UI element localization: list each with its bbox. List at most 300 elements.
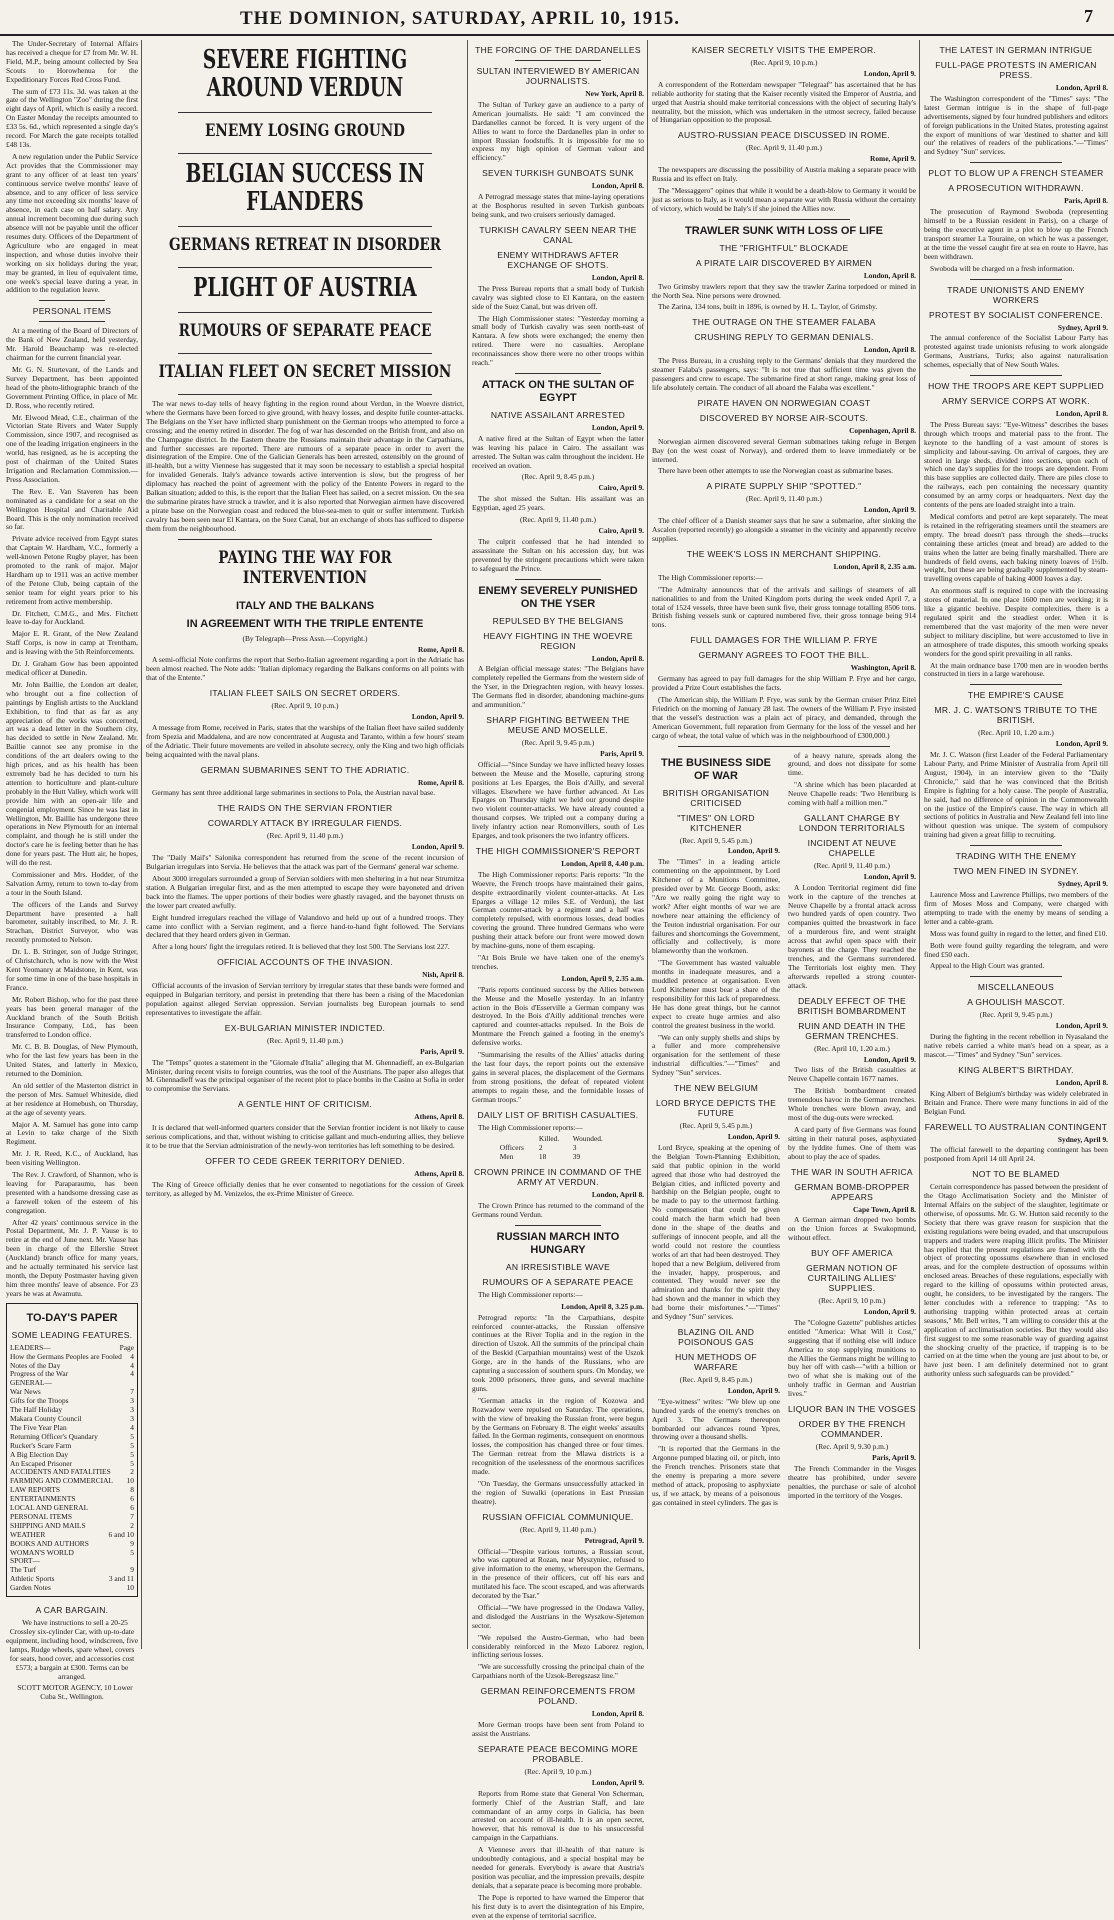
subheading: SULTAN INTERVIEWED BY AMERICAN JOURNALISTS. — [476, 66, 640, 86]
list-item: An Escaped Prisoner 5 — [10, 1458, 134, 1468]
list-item: Gifts for the Troops 3 — [10, 1396, 134, 1406]
subheading: THE NEW BELGIUM — [673, 1083, 759, 1094]
paragraph: Germany has sent three additional large submarines in sections to Pola, the Austrian naval base. — [152, 788, 436, 798]
received-time: (Rec. April 9, 8.45 p.m.) — [521, 472, 595, 482]
column-rule — [141, 40, 142, 1649]
received-time: (Rec. April 9, 5.45 p.m.) — [679, 835, 753, 845]
paragraph: Mr. C. B. B. Douglas, of New Plymouth, who for the last few years has been in the United States, and latterly in Mexico, returned to the Dominion. — [6, 1042, 138, 1078]
subheading: REPULSED BY THE BELGIANS — [492, 615, 624, 626]
paragraph: The Sultan of Turkey gave an audience to a party of American journalists. He said: "I am convinced the Dardanelles cannot be forced. It is very urgent of the Allies to want to force the Dardanelles plan in order to import Russian foodstuffs. It is impossible for me to express my high opinion of German valour and efficiency." — [472, 99, 644, 163]
subheadline: ITALY AND THE BALKANS — [235, 599, 375, 612]
paragraph: The High Commissioner reports:— — [478, 1122, 583, 1132]
paragraph: Mr. John Baillie, the London art dealer, who brought out a fine collection of paintings by English artists to the Auckland Exhibition, to find that as far as any appreciation of the works was concerned, art was a dead letter in the Southern city, has decided to settle in New Zealand. Mr. Baillie cannot see any promise in the conditions of the art dealers owing to the high prices, and as his health has been extremely bad he has decided to turn his attention to horticulture and plant-culture probably in the Hutt Valley, which work will provide him with an open-air life and congenial employment. Since he was last in Wellington, Mr. Baillie has undergone three operations in New Plymouth for an internal complaint, and though he is still under the doctor's care he is feeling better than he has done for years past. The Hutt air, he hopes, will do the rest. — [6, 679, 138, 868]
paragraph: "Eye-witness" writes: "We blew up one hundred yards of the enemy's trenches on April 3. The Germans thereupon bombarded our advances round Ypres, throwing over a thousand shells. — [652, 1396, 780, 1442]
paragraph: Both were found guilty regarding the telegram, and were fined £50 each. — [924, 940, 1108, 959]
headline: THE FORCING OF THE DARDANELLES — [475, 45, 641, 55]
paragraph: Commissioner and Mrs. Hodder, of the Salvation Army, return to town to-day from a tour in the South Island. — [6, 869, 138, 897]
divider — [515, 579, 601, 580]
paragraph: "German attacks in the region of Kozowa and Rozwadow were repulsed on Saturday. The operations, with the view of breaking the Russian front, were begun by the Germans on February 8. The eight weeks' assaults failed. In the German regiments, consequent on enormous losses, the composition has changed three or four times. The German retreat from the Mlawa districts is a recognition of the uselessness of the enormous sacrifices made. — [472, 1395, 644, 1477]
headline: PLIGHT OF AUSTRIA — [193, 273, 417, 303]
paragraph: Mr. Elwood Mead, C.E., chairman of the Victorian State Rivers and Water Supply Commission, since 1907, and recognised as one of the leading irrigation engineers in the world, has resigned, as he is accepting the post of chairman of the United States Irrigation and Reclamation Commission.—Press Association. — [6, 412, 138, 484]
dateline: Copenhagen, April 8. — [849, 425, 916, 435]
paragraph: Official—"Despite various tortures, a Russian scout, who was captured at Rozan, near Myszyniec, refused to give information to the enemy, whereupon the Germans, in the presence of their officers, cut off his ears and mutilated his face. The scout escaped, and was afterwards decorated by the Tsar." — [472, 1546, 644, 1601]
dateline: Rome, April 8. — [418, 777, 464, 787]
paragraph: Eight hundred irregulars reached the village of Valandovo and held up out of a hundred troops. They came into conflict with a Servian regiment, and a fierce hand-to-hand fight followed. The Servians declared that they heard orders given in German. — [146, 912, 464, 940]
divider — [39, 300, 105, 301]
subheading: FULL DAMAGES FOR THE WILLIAM P. FRYE — [690, 635, 878, 646]
headline: THE WAR IN SOUTH AFRICA — [791, 1166, 913, 1177]
headline: TRAWLER SUNK WITH LOSS OF LIFE — [685, 224, 883, 237]
subheading: BLAZING OIL AND POISONOUS GAS — [677, 1327, 755, 1347]
subheading: INCIDENT AT NEUVE CHAPELLE — [807, 837, 897, 858]
received-time: (Rec. April 9, 10 p.m.) — [750, 58, 818, 67]
headline: ENEMY LOSING GROUND — [205, 121, 405, 141]
subheading: SHARP FIGHTING BETWEEN THE MEUSE AND MOSELLE. — [486, 714, 630, 735]
divider — [178, 153, 432, 154]
paragraph: A correspondent of the Rotterdam newspaper "Telegraaf" has ascertained that he has reliable authority for stating that the Kaiser recently visited the Emperor of Austria, and urged that Austria should make territorial concessions with the object of securing Italy's neutrality, but the mission, which was undertaken in the utmost secrecy, failed because of Hungarian opposition to the proposal. — [652, 79, 916, 125]
headline: ENEMY SEVERELY PUNISHED ON THE YSER — [478, 584, 638, 610]
paragraph: Official—"Since Sunday we have inflicted heavy losses between the Meuse and the Moselle, capturing strong positions at Les Eparges, the Bois d'Ailly, and several villages. Elsewhere we have further advanced. At Les Eparges on Thursday night we held our ground despite two violent counter-attacks. We have already counted a thousand corpses. We tripled out a company during a lively infantry action near Romonvillers, south of Les Eparges, and took prisoners the two infantry officers. — [472, 759, 644, 841]
dateline: Cairo, April 9. — [598, 526, 644, 535]
paragraph: Petrograd reports: "In the Carpathians, despite reinforced counter-attacks, the Russian offensive continues at the River Toplia and in the region in the direction of Uszok. All the summits of the principal chain of the Beskid (Carpathian mountains) west of the Uszok Gorge, are in the hands of the Russians, who are capturing a succession of southern spurs. On Monday, we took 2000 prisoners, three guns, and several machine guns. — [472, 1312, 644, 1393]
dateline: London, April 9. — [863, 1054, 916, 1064]
dateline: London, April 8, 3.25 p.m. — [561, 1301, 644, 1311]
paragraph: Major E. R. Grant, of the New Zealand Staff Corps, is now in camp at Trentham, and is leaving with the 5th Reinforcements. — [6, 629, 138, 657]
dateline: London, April 9. — [863, 871, 916, 881]
received-time: (Rec. April 9, 10 p.m.) — [818, 1296, 886, 1306]
todays-paper-box — [6, 1303, 138, 1597]
column-naval-and-business — [652, 40, 916, 1649]
dateline: London, April 9. — [863, 505, 916, 515]
headline: THE EMPIRE'S CAUSE — [967, 690, 1065, 701]
paragraph: The Press Bureau, in a crushing reply to the Germans' denials that they murdered the steamer Falaba's passengers, says: "It is not true that sufficient time was given the passengers and crew to escape. The submarine fired at short range, making great loss of life absolutely certain. The conduct of all aboard the Falaba was excellent." — [652, 356, 916, 392]
paragraph: About 3000 irregulars surrounded a group of Servian soldiers with men sheltering in a hut near Strumitza station. A Bulgarian irregular first, and as the men attempted to escape they were bayoneted and driven back into the flames. The upper portions of their bodies were ghastly ravaged, and the bayonet thrusts on the lower part created awfully. — [146, 874, 464, 910]
paragraph: The shot missed the Sultan. His assailant was an Egyptian, aged 25 years. — [472, 494, 644, 513]
subheading: TURKISH CAVALRY SEEN NEAR THE CANAL — [479, 224, 637, 245]
paragraph: The Under-Secretary of Internal Affairs has received a cheque for £7 from Mr. W. H. Field, M.P., being amount collected by Sea Scouts to Horowhenua for the Expeditionary Forces Red Cross Fund. — [6, 39, 138, 84]
paragraph: The Zarina, 134 tons, built in 1896, is owned by H. L. Taylor, of Grimsby. — [658, 302, 878, 312]
summary-paragraph: The war news to-day tells of heavy fighting in the region round about Verdun, in the Woevre district, where the Germans have been forced to give ground, with heavy losses, and despite futile counter-attacks. The Belgians on the Yser have inflicted sharp punishment on the German troops who attempted to force a crossing; and the enemy retired in disorder. The fog of war has descended on the British front, and also on the Champagne district. In the Eastern theatre the Russians maintain their advantage in the Carpathians, and further successes are reported. There are rumours of a separate peace in order to avert the disintegration of the Empire. One of the Galician Generals has been arrested, ostensibly on the ground of ill-health, but a witty Viennese has suggested that it may soon be necessary to establish a special hospital for invalided Generals. Italy's advance towards active intervention is slow, but the progress of her diplomacy has reached the point of agreement with the policy of the Entente Powers in regard to the Balkan situation; added to this, is the report that the Italian Fleet has sailed, on a secret mission. On the sea the submarine pirates have struck a trawler, and it is also reported that Norwegian airmen have discovered a pirate base on the Norwegian coast and reduced the blue-sea-men to quit or suffer internment. Turkish cavalry has been seen near El Kantara, on the Suez Canal, but an exchange of shots has sufficed to disperse them from the neighbourhood. — [146, 399, 464, 533]
subheading: GERMAN NOTION OF CURTAILING ALLIES' SUPPLIES. — [806, 1263, 898, 1294]
subheading: CROWN PRINCE IN COMMAND OF THE ARMY AT VERDUN. — [474, 1167, 642, 1188]
dateline: Paris, April 9. — [872, 1453, 916, 1462]
dateline: London, April 9, 2.35 a.m. — [561, 973, 644, 983]
list-item: How the Germans Peoples are Fooled 4 — [10, 1351, 134, 1361]
subheading: A PROSECUTION WITHDRAWN. — [948, 183, 1084, 194]
dateline: Athens, April 8. — [414, 1112, 464, 1122]
divider — [178, 267, 432, 268]
paragraph: "It is reported that the Germans in the Argonne pumped blazing oil, or pitch, into the French trenches. Prisoners state that the enemy is preparing a more severe method of attack, proposing to asphyxiate us, if we attack, by means of a poisonous gas contained in steel cylinders. The gas is — [652, 1444, 780, 1507]
list-item: A Big Election Day 5 — [10, 1449, 134, 1459]
dateline: London, April 9. — [727, 846, 780, 856]
received-time: (Rec. April 9, 8.45 p.m.) — [679, 1375, 753, 1384]
paragraph: A London Territorial regiment did fine work in the capture of the trenches at Neuve Chapelle by a frontal attack across two hundred yards of open country. Two companies quitted the breastwork in face of a murderous fire, and went straight across that awful open space with their bayonets at the charge. They reached the trenches, and the Germans surrendered. The Territorials lost eighty men. They afterwards repelled a strong counter-attack. — [788, 882, 916, 990]
dateline: Petrograd, April 9. — [584, 1535, 644, 1545]
divider — [515, 60, 601, 61]
newspaper-title: THE DOMINION, SATURDAY, APRIL 10, 1915. — [240, 8, 681, 29]
divider — [39, 321, 105, 322]
paragraph: Moss was found guilty in regard to the letter, and fined £10. — [930, 928, 1108, 938]
dateline: Rome, April 8. — [418, 644, 464, 654]
paragraph: A German airman dropped two bombs on the Union forces at Swakopmund, without effect. — [788, 1215, 916, 1243]
headline: PAYING THE WAY FOR INTERVENTION — [218, 547, 392, 588]
subheading: RUMOURS OF A SEPARATE PEACE — [482, 1276, 634, 1287]
list-item: Athletic Sports 3 and 11 — [10, 1574, 134, 1584]
received-time: (Rec. April 9, 11.40 p.m.) — [267, 1035, 343, 1045]
subheading: ITALIAN FLEET SAILS ON SECRET ORDERS. — [209, 688, 401, 699]
received-time: (Rec. April 9, 11.40 p.m.) — [746, 494, 822, 504]
divider — [515, 1225, 601, 1226]
divider — [970, 845, 1062, 846]
paragraph: The High Commissioner reports:— — [478, 1289, 583, 1299]
paragraph: The Crown Prince has returned to the command of the Germans round Verdun. — [472, 1201, 644, 1219]
divider — [178, 112, 432, 113]
dateline: London, April 8. — [863, 345, 916, 355]
section-heading: PERSONAL ITEMS — [32, 306, 112, 317]
received-time: (Rec. April 9, 10 p.m.) — [524, 1766, 592, 1776]
paragraph: The Rev. J. Crawford, of Shannon, who is leaving for Paraparaumu, has been presented with a handsome dressing case as a farewell token of the esteem of his congregation. — [6, 1170, 138, 1215]
paragraph: The officers of the Lands and Survey Department have presented a hall barometer, suitably inscribed, to Mr. J. R. Strachan, District Surveyor, who was recently promoted to Nelson. — [6, 899, 138, 945]
paragraph: Norwegian airmen discovered several German submarines taking refuge in Bergen Bay (on the west coast of Norway), and ordered them to leave immediately or be interned. — [652, 436, 916, 464]
paragraph: It is declared that well-informed quarters consider that the Servian frontier incident is not likely to cause serious complications, and that, without wishing to criticise gallant and much-enduring allies, they believe it to be true that the Servian administration of the newly-won territories has left something to be desired. — [146, 1123, 464, 1150]
two-column-section — [652, 752, 916, 1511]
paragraph: Reports from Rome state that General Von Scherman, formerly Chief of the Austrian Staff, and late commandant of an army corps in Galicia, has been arrested on account of ill-health. It is an open secret, however, that his removal is due to his unsuccessful campaign in the Carpathians. — [472, 1788, 644, 1843]
sub-column-left — [652, 752, 780, 1511]
headline: RUSSIAN MARCH INTO HUNGARY — [496, 1230, 620, 1256]
paragraph: "The Admiralty announces that of the arrivals and sailings of steamers of all nationalities to and from the United Kingdom ports during the week ended April 7, a total of 1524 vessels, three have been sunk five, their gross tonnage totalling 8506 tons. British fishing vessels sunk or captured numbered five, their gross tonnage being 914 tons. — [652, 584, 916, 630]
list-item: ACCIDENTS AND FATALITIES 2 — [10, 1467, 134, 1477]
subheading: GERMAN SUBMARINES SENT TO THE ADRIATIC. — [200, 764, 410, 775]
dateline: London, April 9. — [591, 1777, 644, 1787]
received-time: (Rec. April 10, 1.20 a.m.) — [814, 1043, 890, 1053]
paragraph: A card party of five Germans was found sitting in their natural poses, asphyxiated by the lyddite fumes. One of them was about to play the ace of spades. — [788, 1124, 916, 1161]
dateline: London, April 8. — [1055, 83, 1108, 92]
divider — [970, 976, 1062, 977]
dateline: London, April 8. — [591, 1190, 644, 1200]
subheading: COWARDLY ATTACK BY IRREGULAR FIENDS. — [207, 818, 403, 829]
car-advertisement — [6, 1605, 138, 1702]
headline: FAREWELL TO AUSTRALIAN CONTINGENT — [924, 1121, 1108, 1132]
paragraph: "A shrine which has been placarded at Neuve Chapelle reads: 'Two Henriburg is coming with half a million men.'" — [788, 780, 916, 808]
paragraph: A semi-official Note confirms the report that Serbo-Italian agreement regarding a port in the Adriatic has been almost reached. The Note adds: "Italian diplomacy regarding the Balkans conforms on all points with that of the Entente." — [146, 655, 464, 683]
subheading: THE OUTRAGE ON THE STEAMER FALABA — [692, 317, 876, 328]
dateline: London, April 8, 2.35 a.m. — [833, 561, 916, 571]
paragraph: Official accounts of the invasion of Servian territory by irregular states that these bands were formed and equipped in Bulgarian territory, and persist in pretending that there has been a rising of the Macedonian population against alleged Servian oppression. Servian journalists beg European journals to send representatives to investigate the affair. — [146, 981, 464, 1017]
subheading: LORD BRYCE DEPICTS THE FUTURE — [655, 1098, 777, 1119]
headline: BUY OFF AMERICA — [811, 1248, 893, 1259]
subheading: THE HIGH COMMISSIONER'S REPORT — [475, 845, 641, 856]
masthead — [0, 0, 1114, 36]
paragraph: A Belgian official message states: "The Belgians have completely repelled the Germans from the western side of the Yser, in the Driegrachten region, with heavy losses. The Germans fled in disorder, abandoning machine-guns and ammunition." — [472, 664, 644, 710]
sub-column-right — [788, 752, 916, 1511]
table-row: Officers 2 3 — [499, 1143, 577, 1153]
paragraph: The "Daily Mail's" Salonika correspondent has returned from the scene of the recent incursion of Bulgarian irregulars into Servia. He believes that the attack was part of the Germans' general war scheme. — [146, 853, 464, 872]
list-item: LOCAL AND GENERAL 6 — [10, 1503, 134, 1513]
divider — [678, 746, 889, 747]
paragraph: The "Times" in a leading article commenting on the appointment, by Lord Kitchener of a Munitions Committee, presided over by Mr. George Booth, asks: "Are we really going the right way to work? After eight months of war we are nowhere near attaining the efficiency of the Teuton industrial organisation. For our failures and shortcomings the Government, officially and collectively, is more blameworthy than the workmen. — [652, 857, 780, 956]
paragraph: The sum of £73 11s. 3d. was taken at the gate of the Wellington "Zoo" during the first eight days of April, which is easily a record. On Easter Monday the receipts amounted to £33 5s. 6d., which represented a single day's record. For March the gate receipts totalled £48 13s. — [6, 86, 138, 149]
dateline: London, April 9. — [1055, 1021, 1108, 1031]
headline-verdun: SEVERE FIGHTING AROUND VERDUN — [202, 45, 408, 103]
dateline: London, April 9. — [863, 68, 916, 78]
paragraph: The culprit confessed that he had intended to assassinate the Sultan on his accession day, but was prevented by the stringent precautions which were taken to safeguard the Prince. — [472, 536, 644, 573]
paragraph: A message from Rome, received in Paris, states that the warships of the Italian fleet have sailed suddenly from Spezia and Maddalena, and are now concentrated at Augusta and Taranto, within a few hours' steam of the Adriatic. Their future movements are veiled in absolute secrecy, only the King and two high officials being acquainted with the naval plans. — [146, 722, 464, 759]
paragraph: The Press Bureau reports that a small body of Turkish cavalry was sighted close to El Kantara, on the eastern side of the Suez Canal, but was driven off. — [472, 283, 644, 311]
list-item: LEADERS— Page — [10, 1342, 134, 1352]
column-intrigue-and-misc — [924, 40, 1108, 1649]
ad-body: We have instructions to sell a 20-25 Crossley six-cylinder Car, with up-to-date equipment, including hood, windscreen, five lamps, Rudge wheels, spare wheel, covers for seats, hood cover, and accessories cost £573; a bargain at £300. Terms can be arranged. — [6, 1618, 138, 1681]
subheading: DISCOVERED BY NORSE AIR-SCOUTS. — [699, 412, 869, 423]
received-time: (Rec. April 9, 9.45 p.m.) — [521, 737, 595, 747]
headline: ITALIAN FLEET ON SECRET MISSION — [158, 362, 452, 382]
ad-heading: A CAR BARGAIN. — [35, 1605, 109, 1616]
dateline: London, April 9. — [863, 1307, 916, 1317]
dateline: London, April 8. — [1055, 409, 1108, 419]
paragraph: "On Tuesday, the Germans unsuccessfully attacked in the region of Suwalki (operations in East Prussian theatre). — [472, 1478, 644, 1506]
subheading: BRITISH ORGANISATION CRITICISED — [662, 787, 770, 808]
list-item: LAW REPORTS 8 — [10, 1485, 134, 1495]
paragraph: The British bombardment created tremendous havoc in the German trenches. Whole trenches were blown away, and most of the dug-outs were wrecked. — [788, 1086, 916, 1122]
column-dardanelles-and-fronts — [472, 40, 644, 1920]
received-time: (Rec. April 9, 11.40 p.m.) — [746, 143, 822, 153]
subheading: DAILY LIST OF BRITISH CASUALTIES. — [477, 1109, 639, 1120]
list-item: SHIPPING AND MAILS 2 — [10, 1520, 134, 1530]
table-header: Killed. Wounded. — [538, 1134, 603, 1144]
paragraph: The French Commander in the Vosges theatre has prohibited, under severe penalties, the purchase or sale of alcohol imported in the territory of the Vosges. — [788, 1463, 916, 1500]
paragraph: The Pope is reported to have warned the Emperor that his first duty is to avert the disintegration of his Empire, even at the expense of territorial sacrifice. — [472, 1892, 644, 1920]
divider — [178, 539, 432, 540]
page-number: 7 — [1084, 6, 1094, 26]
list-item: Notes of the Day 4 — [10, 1360, 134, 1370]
paragraph: More German troops have been sent from Poland to assist the Austrians. — [472, 1720, 644, 1738]
subheading: A GHOULISH MASCOT. — [967, 997, 1065, 1008]
box-title: TO-DAY'S PAPER — [26, 1311, 118, 1324]
subheading: A GENTLE HINT OF CRITICISM. — [237, 1099, 373, 1110]
headline: HOW THE TROOPS ARE KEPT SUPPLIED — [928, 381, 1104, 392]
subheading: NATIVE ASSAILANT ARRESTED — [490, 409, 626, 420]
subheading: CRUSHING REPLY TO GERMAN DENIALS. — [694, 332, 874, 343]
paragraph: The Washington correspondent of the "Times" says: "The latest German intrigue is in the shape of full-page advertisements, signed by four hundred publishers and editors of foreign publications in the United States, protesting against the export of munitions of war 'destined to shatter and kill our' the relatives of readers of the publications."—"Times" and Sydney "Sun" services. — [924, 93, 1108, 157]
divider — [970, 375, 1062, 376]
headline: KAISER SECRETLY VISITS THE EMPEROR. — [691, 45, 877, 55]
paragraph: A new regulation under the Public Service Act provides that the Commissioner may grant to any officer of at least ten years' continuous service twelve months' leave of absence, and to any officer of less service any time not exceeding six months' leave of absence, in each case on half salary. Any annual increment becoming due during such absence will not be payable until the officer resumes duty. Officers of the Department of Agriculture who are engaged in meat inspection, and whose duties involve their working on six holidays during the year, may be granted, in lieu of equivalent time, one week's special leave during a year, in addition to the regulation leave. — [6, 151, 138, 295]
dateline: London, April 9. — [727, 1385, 780, 1395]
dateline: Washington, April 8. — [850, 663, 916, 673]
headline: LIQUOR BAN IN THE VOSGES — [788, 1404, 916, 1415]
paragraph: Swoboda will be charged on a fresh information. — [930, 263, 1075, 273]
dateline: London, April 8. — [1055, 1077, 1108, 1087]
list-item: FARMING AND COMMERCIAL 10 — [10, 1476, 134, 1486]
paragraph: Major A. M. Samuel has gone into camp at Levin to take charge of the Sixth Regiment. — [6, 1119, 138, 1147]
paragraph: "The Government has wasted valuable months in inadequate measures, and a muddled pretence at organisation. Even Lord Kitchener must bear a share of the responsibility for this lack of preparedness. He has done great things, but he cannot expect to create huge armies and also control the greatest business in the world. — [652, 958, 780, 1030]
paragraph: The "Messaggero" opines that while it would be a death-blow to Germany it would be just as serious to Italy, as it would mean a separate war with Russia without the certainty of victory, which would be Italy's if she joined the Allies now. — [652, 185, 916, 213]
byline: (By Telegraph—Press Assn.—Copyright.) — [242, 633, 368, 643]
subheading: RUIN AND DEATH IN THE GERMAN TRENCHES. — [798, 1020, 906, 1041]
dateline: London, April 9. — [411, 712, 464, 722]
paragraph: "Summarising the results of the Allies' attacks during the last four days, the report points out the extensive gains in several places, the displacement of the Germans from strong positions, the defeat of repeated violent attempts to regain these, and the formidable losses of German troops." — [472, 1050, 644, 1104]
paragraph: The Press Bureau says: "Eye-Witness" describes the bases through which troops and material pass to the front. The keynote to the handling of a vast amount of stores is simplicity and labour-saving. On arrival of cargoes, they are stored in large sheds, divided into sections, upon each of which one day's supplies for the troops are dependent. From this base supplies are collected daily. There are piles close to the railways, each pen containing the necessary quantity consumed by an army corps or headquarters. Next day the contents of the pens are loaded straight into a train. — [924, 419, 1108, 510]
paragraph: The High Commissioner reports:— — [658, 572, 763, 582]
dateline: London, April 9. — [1055, 739, 1108, 749]
headline: BELGIAN SUCCESS IN FLANDERS — [185, 159, 425, 217]
paragraph: There have been other attempts to use the Norwegian coast as submarine bases. — [658, 466, 893, 476]
dateline: Rome, April 9. — [870, 154, 916, 164]
divider — [718, 219, 850, 220]
paragraph: Two Grimsby trawlers report that they saw the trawler Zarina torpedoed or mined in the North Sea. Nine persons were drowned. — [652, 281, 916, 300]
paragraph: At a meeting of the Board of Directors of the Bank of New Zealand, held yesterday, Mr. Harold Beauchamp was re-elected chairman for the current financial year. — [6, 326, 138, 363]
dateline: Paris, April 9. — [420, 1046, 464, 1056]
list-item: Rucker's Scare Farm 5 — [10, 1440, 134, 1450]
subheading: SEPARATE PEACE BECOMING MORE PROBABLE. — [477, 1743, 639, 1764]
paragraph: The "Cologne Gazette" publishes articles entitled "America: What Will it Cost," suggesting that if nothing else will induce America to stop supplying munitions to the Allies the Germans might be willing to buy her off with cash—"with a billion or two of what she is making out of the unholy traffic in German and Austrian lives." — [788, 1317, 916, 1399]
paragraph: The King of Greece officially denies that he ever consented to negotiations for the cession of Greek territory, as alleged by M. Venizelos, the ex-Prime Minister of Greece. — [146, 1179, 464, 1198]
headline: GALLANT CHARGE BY LONDON TERRITORIALS — [799, 812, 905, 833]
dateline: London, April 9. — [727, 1131, 780, 1141]
received-time: (Rec. April 9, 5.45 p.m.) — [679, 1121, 753, 1131]
headline: GERMANS RETREAT IN DISORDER — [168, 235, 442, 255]
dateline: Paris, April 8. — [1064, 196, 1108, 206]
subheading: HEAVY FIGHTING IN THE WOEVRE REGION — [483, 630, 633, 651]
divider — [178, 226, 432, 227]
paragraph: Germany has agreed to pay full damages for the ship William P. Frye and her cargo, provided a Prize Court establishes the facts. — [652, 674, 916, 693]
paragraph: Laurence Moss and Lawrence Phillips, two members of the firm of Moses Moss and Company, were charged with attempting to trade with the enemy by means of sending a letter and a cable-gram. — [924, 890, 1108, 926]
list-item: Garden Notes 10 — [10, 1583, 134, 1593]
headline: RUMOURS OF SEPARATE PEACE — [178, 321, 432, 341]
dateline: London, April 8. — [591, 1709, 644, 1719]
received-time: (Rec. April 9, 9.30 p.m.) — [815, 1442, 889, 1452]
dateline: London, April 8. — [591, 272, 644, 282]
received-time: (Rec. April 9, 11.40 p.m.) — [267, 831, 343, 841]
subheading: TWO MEN FINED IN SYDNEY. — [953, 866, 1079, 877]
dateline: London, April 9. — [411, 842, 464, 852]
headline: MISCELLANEOUS — [977, 982, 1055, 993]
paragraph: The newspapers are discussing the possibility of Austria making a separate peace with Russia and its effect on Italy. — [652, 165, 916, 184]
received-time: (Rec. April 9, 11.40 p.m.) — [520, 515, 596, 525]
subheading: FULL-PAGE PROTESTS IN AMERICAN PRESS. — [935, 60, 1097, 80]
received-time: (Rec. April 9, 11.40 p.m.) — [520, 1524, 596, 1534]
list-item: SPORT— — [10, 1556, 40, 1566]
received-time: (Rec. April 10, 1.20 a.m.) — [978, 728, 1054, 738]
subheading: AN IRRESISTIBLE WAVE — [505, 1261, 611, 1272]
received-time: (Rec. April 9, 10 p.m.) — [271, 701, 339, 711]
paragraph: Two lists of the British casualties at Neuve Chapelle contain 1677 names. — [788, 1065, 916, 1084]
dateline: Sydney, April 9. — [1057, 322, 1108, 332]
dateline: London, April 8. — [591, 181, 644, 191]
column-rule — [467, 40, 468, 1649]
paragraph: After a long hours' fight the irregulars retired. It is believed that they lost 500. The Servians lost 227. — [152, 942, 450, 952]
subheading: A PIRATE SUPPLY SHIP "SPOTTED." — [706, 481, 862, 492]
list-item: WEATHER 6 and 10 — [10, 1529, 134, 1539]
dateline: New York, April 8. — [585, 89, 644, 98]
subheading: HUN METHODS OF WARFARE — [675, 1352, 757, 1372]
paragraph: The chief officer of a Danish steamer says that he saw a submarine, after sinking the Ascalon (reported recently) go alongside a steamer in the vicinity and apparently receive supplies. — [652, 516, 916, 543]
subheading: DEADLY EFFECT OF THE BRITISH BOMBARDMENT — [797, 995, 907, 1016]
paragraph: A Viennese avers that ill-health of that nature is undoubtedly contagious, and a special hospital may be needed for generals. Everybody is aware that Austria's position was peculiar, and the impression prevails, despite denials, that a separate peace is becoming more probable. — [472, 1845, 644, 1890]
paragraph: Private advice received from Egypt states that Captain W. Hardham, V.C., formerly a well-known Petone Rugby player, has been promoted to the rank of major. Major Hardham up to 1911 was an active member of the Petone Club, being captain of the senior team for eight years prior to his retirement from active membership. — [6, 534, 138, 606]
paragraph: The official farewell to the departing contingent has been postponed from April 14 till April 24. — [924, 1145, 1108, 1164]
divider — [178, 312, 432, 313]
paragraph: Dr. J. Graham Gow has been appointed medical officer at Dunedin. — [6, 659, 138, 677]
divider — [178, 394, 432, 395]
list-item: ENTERTAINMENTS 6 — [10, 1494, 134, 1504]
list-item: WOMAN'S WORLD 5 — [10, 1547, 134, 1557]
paragraph: Mr. G. N. Sturtevant, of the Lands and Survey Department, has been appointed head of the photo-lithographic branch of the Government Printing Office, in place of Mr. D. Ross, who recently retired. — [6, 365, 138, 410]
list-item: The Five Year Plan 4 — [10, 1422, 134, 1432]
dateline: Sydney, April 9. — [1057, 1134, 1108, 1144]
subheading: KING ALBERT'S BIRTHDAY. — [958, 1064, 1074, 1075]
paragraph: Medical comforts and petrol are kept separately. The meat is retained in the refrigerating steamers until the steamers are empty. The bread doesn't pass through the sheds—trucks containing these articles (meat and bread) are added to the trains when the latter are being finally marshalled. There are hundreds of field ovens, each baking ninety loaves of 1½lb. weight, but these are being gradually supplemented by steam-travelling ovens capable of baking 4000 loaves a day. — [924, 512, 1108, 584]
subheading: PROTEST BY SOCIALIST CONFERENCE. — [929, 309, 1103, 320]
column-main-war-news — [146, 40, 464, 1649]
subheading: AUSTRO-RUSSIAN PEACE DISCUSSED IN ROME. — [678, 130, 890, 141]
divider — [970, 279, 1062, 280]
dateline: Athens, April 8. — [414, 1168, 464, 1178]
paragraph: An old settler of the Masterton district in the person of Mrs. Samuel Whiteside, died at her residence at Homebush, on Thursday, at the age of seventy years. — [6, 1080, 138, 1117]
column-rule — [647, 40, 648, 1649]
headline: NOT TO BE BLAMED — [972, 1169, 1060, 1180]
list-item: Returning Officer's Quandary 5 — [10, 1431, 134, 1441]
list-item: GENERAL— — [10, 1378, 52, 1388]
paragraph: The High Commissioner reports: Paris reports: "In the Woevre, the French troops have maintained their gains, despite extraordinarily violent counter-attacks. At Les Eparges a village 12 miles S.E. of Verdun), the last German counter-attack by a regiment and a half was completely repulsed, with enormous losses, dead bodies covering the ground. Three hundred Germans who were pushing their attack before our front were mowed down by machine-guns, none of them escaping. — [472, 869, 644, 951]
paragraph: The prosecution of Raymond Swoboda (representing himself to be a Russian resident in Paris), on a charge of being the executive agent in a plot to blow up the French transport steamer La Touraine, on which he was a passenger, at the time the vessel caught fire at sea en route to Havre, has been withdrawn. — [924, 207, 1108, 261]
paragraph: (The American ship, the William P. Frye, was sunk by the German cruiser Prinz Eitel Friedrich on the morning of January 28 last. The owners of the William P. Frye insisted that the vessel's destruction was a plain act of piracy, and demanded, through the American Government, full reparation from Germany for the loss of the vessel and her cargo of wheat, the total value of which was in the neighbourhood of £300,000.) — [652, 694, 916, 740]
subheading: OFFER TO CEDE GREEK TERRITORY DENIED. — [205, 1155, 405, 1166]
dateline: Cairo, April 9. — [598, 483, 644, 493]
subheading: THE "FRIGHTFUL" BLOCKADE — [719, 242, 849, 253]
subheading: ENEMY WITHDRAWS AFTER EXCHANGE OF SHOTS. — [497, 249, 619, 270]
list-item: PERSONAL ITEMS 7 — [10, 1511, 134, 1521]
paragraph: Mr. Robert Bishop, who for the past three years has been general manager of the Auckland branch of the South British Insurance Company, Ltd., has been transferred to London office. — [6, 994, 138, 1040]
paragraph: The annual conference of the Socialist Labour Party has protested against trade unionists refusing to work alongside Germans, Austrians, Turks; also against naturalisation schemes, especially that of New South Wales. — [924, 333, 1108, 370]
paragraph: The Rev. E. Van Staveren has been nominated as a candidate for a seat on the Wellington Hospital and Charitable Aid Board. This is the only nomination received so far. — [6, 486, 138, 532]
paragraph: After 42 years' continuous service in the Postal Department, Mr. J. P. Vause is to retire at the end of June next. Mr. Vause has been in charge of the Ellerslie Street (Auckland) branch office for many years, and he actually terminated his service last month, the Deputy Postmaster having given him three months' leave of absence. For 23 years he was at Awamutu. — [6, 1217, 138, 1298]
headline: THE BUSINESS SIDE OF WAR — [660, 756, 772, 782]
dateline: London, April 8, 4.40 p.m. — [561, 858, 644, 868]
paragraph: Mr. J. C. Watson (first Leader of the Federal Parliamentary Labour Party, and Prime Minister of Australia from April till August, 1904), in an interview given to the "Daily Chronicle," said that he was convinced that the British Empire is fighting for a holy cause. The people of Australia, he said, had no difference of opinion in the Commonwealth on the justice of the Empire's cause. The way in which all sections of politics in Australia and New Zealand fell into line without question was unique. The system of compulsory training had given a great fillip to recruiting. — [924, 750, 1108, 840]
headline: ATTACK ON THE SULTAN OF EGYPT — [481, 378, 635, 404]
subheading: ARMY SERVICE CORPS AT WORK. — [942, 396, 1090, 407]
paragraph: "Paris reports continued success by the Allies between the Meuse and the Moselle yesterday. In an infantry action in the Bois d'Esserville a German company was destroyed. In the Bois d'Ailly additional trenches were captured and counter-attacks repulsed. In the Bois de Montmare the French gained a footing in the enemy's defensive works. — [472, 984, 644, 1048]
subheading: "TIMES" ON LORD KITCHENER — [677, 812, 755, 833]
divider — [515, 373, 601, 374]
paragraph: of a heavy nature, spreads along the ground, and does not dissipate for some time. — [788, 750, 916, 778]
subheading: THE WEEK'S LOSS IN MERCHANT SHIPPING. — [686, 548, 882, 559]
subheading: RUSSIAN OFFICIAL COMMUNIQUE. — [482, 1511, 634, 1522]
paragraph: "We repulsed the Austro-German, who had been considerably reinforced in the Mezo Laborez region, inflicting serious losses. — [472, 1632, 644, 1660]
received-time: (Rec. April 9, 9.45 p.m.) — [979, 1010, 1053, 1020]
headline: THE LATEST IN GERMAN INTRIGUE — [939, 45, 1093, 55]
paragraph: Dr. L. B. Stringer, son of Judge Stringer, of Christchurch, who is now with the West Kent Yeomanry at Maidstone, in Kent, was for some time in one of the base hospitals in France. — [6, 947, 138, 992]
subheading: GERMAN REINFORCEMENTS FROM POLAND. — [480, 1686, 636, 1707]
subheading: ORDER BY THE FRENCH COMMANDER. — [798, 1419, 906, 1440]
paragraph: Certain correspondence has passed between the president of the Otago Acclimatisation Society and the Minister of Internal Affairs on the subject of the slaughter, legitimate or otherwise, of opossums. Mr. G. W. Hutton said recently to the Society that there was grave reason for suspicion that the existing regulations were being evaded, and that unscrupulous trappers and traders were reaping illicit profits. The Minister has replied that the present regulations are framed with the object of protecting opossums elsewhere than in enclosed areas, and for the complete destruction of opossums within enclosed areas. Breaches of these regulations, especially with regard to the killing of opossums within protected areas, ought, he considers, to be investigated by the rangers. The letter concludes with a reference to trapping: "As to authorising trapping within protected areas at certain seasons," Mr. Bell writes, "I am willing to consider this at the application of acclimatisation societies. But they would also first suggest to me some reasonable way of guarding against the shocking cruelty of the practice, if trapping is to be carried on at the time when the young are just about to be, or have just been. I am definitely determined not to grant authority unless such safeguards can be provided." — [924, 1182, 1108, 1379]
divider — [178, 353, 432, 354]
subheading: MR. J. C. WATSON'S TRIBUTE TO THE BRITISH. — [934, 705, 1098, 726]
dateline: Sydney, April 9. — [1057, 879, 1108, 889]
paragraph: Appeal to the High Court was granted. — [930, 961, 1045, 971]
paragraph: Mr. J. R. Reed, K.C., of Auckland, has been visiting Wellington. — [6, 1149, 138, 1168]
column-local-news — [6, 39, 138, 1702]
paragraph: "We are successfully crossing the principal chain of the Carpathians north of the Uzsok-Beregszasz line." — [472, 1662, 644, 1681]
paragraph: A native fired at the Sultan of Egypt when the latter was leaving his palace in Cairo. The assailant was arrested. The Sultan was calm throughout the incident. He received an ovation. — [472, 433, 644, 470]
list-item: BOOKS AND AUTHORS 9 — [10, 1538, 134, 1548]
paragraph: At the main ordnance base 1700 men are in wooden berths constructed in tiers in a large warehouse. — [924, 660, 1108, 679]
dateline: Paris, April 9. — [600, 748, 644, 758]
list-item: The Half Holiday 3 — [10, 1405, 134, 1415]
headline: TRADE UNIONISTS AND ENEMY WORKERS — [947, 284, 1085, 305]
dateline: London, April 9. — [591, 422, 644, 432]
paragraph: The "Temps" quotes a statement in the "Giornale d'Italia" alleging that M. Ghennadieff, an ex-Bulgarian Minister, during recent visits to foreign countries, was the tool of the Austrians. The paper also alleges that M. Ghennadieff was the principal organiser of the recent plot to place bombs in the Casino at Sofia in order to compromise the Servians. — [146, 1057, 464, 1094]
